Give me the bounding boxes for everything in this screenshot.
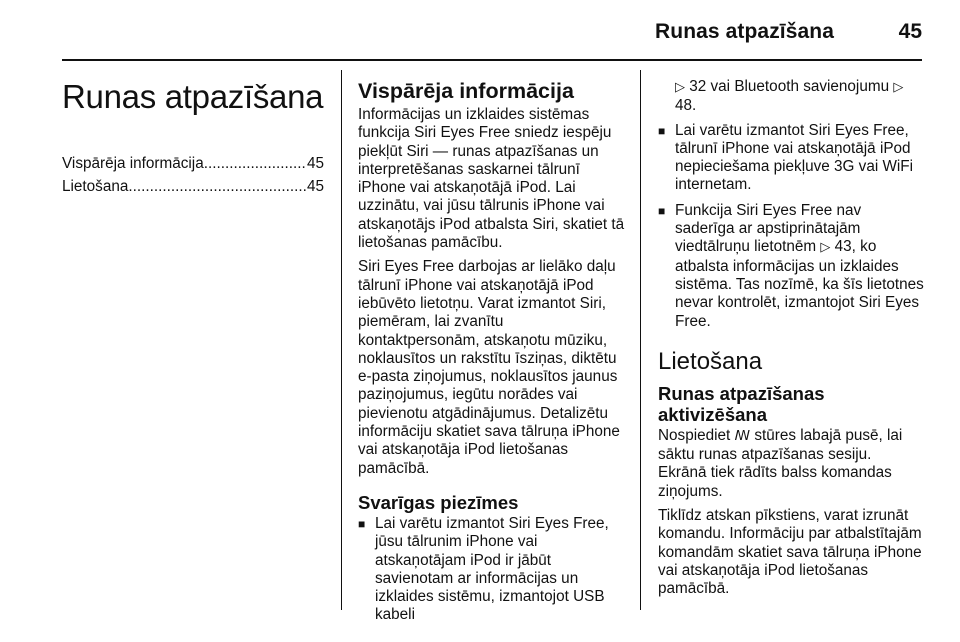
list-item [658, 122, 924, 195]
page-reference[interactable]: 32 [689, 78, 707, 95]
page-reference-arrow-icon: ▷ [893, 80, 904, 95]
voice-command-icon: ꟿ [734, 428, 751, 444]
paragraph: Siri Eyes Free darbojas ar lielāko daļu tālrunī iPhone vai atskaņotājā iPod iebūvēto lietotņu. Varat izmantot Siri, piemēram, lai zvanītu kontaktpersonām, atskaņotu mūziku, noklausītos un rakstītu īsziņas, diktētu e-pasta ziņojumus, noklausītos jaunus paziņojumus, iegūtu norādes vai pievienotu atgādinājumus. Detalizētu informāciju skatiet sava tālruņa iPhone vai atskaņotāja iPod lietošanas pamācībā. [358, 258, 620, 477]
notes-list-continued [658, 122, 924, 331]
toc-label: Lietošana [62, 178, 129, 195]
page-reference[interactable]: 48. [675, 97, 697, 115]
list-item-text: Lai varētu izmantot Siri Eyes Free, tālrunī iPhone vai atskaņotājā iPod nepieciešama piekļuve 3G vai WiFi internetam. [675, 121, 914, 194]
page-reference-arrow-icon: ▷ [820, 240, 831, 256]
toc-leader [204, 152, 307, 175]
toc-entry[interactable] [62, 175, 324, 198]
section-heading-notes: Svarīgas piezīmes [358, 491, 519, 513]
list-item [358, 515, 626, 625]
toc-page: 45 [306, 178, 324, 195]
column-divider-1 [341, 70, 342, 610]
list-item [658, 202, 924, 331]
subsection-heading-activation: Runas atpazīšanas aktivizēšana [658, 382, 825, 425]
toc-label: Vispārēja informācija [62, 155, 204, 172]
paragraph [658, 427, 924, 501]
toc-entry[interactable] [62, 152, 324, 175]
page-reference[interactable]: 43, ko [834, 238, 877, 256]
section-heading-usage: Lietošana [658, 347, 763, 375]
toc-page: 45 [306, 155, 324, 172]
list-item-continued [658, 78, 924, 116]
list-item-text: atbalsta informācijas un izklaides sistēma. Tas nozīmē, ka šīs lietotnes nevar kontrolēt, izmantojot Siri Eyes Free. [675, 257, 924, 330]
page-reference-arrow-icon: ▷ [675, 80, 685, 95]
paragraph: Tiklīdz atskan pīkstiens, varat izrunāt komandu. Informāciju par atbalstītajām komandām skatiet sava tālruņa iPhone vai atskaņotāja iPod lietošanas pamācībā. [658, 507, 922, 598]
section-heading-general: Vispārēja informācija [358, 79, 574, 103]
paragraph-text: Nospiediet [658, 426, 731, 444]
toc-leader [128, 175, 307, 198]
column-divider-2 [640, 70, 641, 610]
list-item-text: Lai varētu izmantot Siri Eyes Free, jūsu tālrunim iPhone vai atskaņotājam iPod ir jābūt savienotam ar informācijas un izklaides sistēmu, izmantojot USB kabeli [375, 514, 609, 624]
column-toc [62, 68, 324, 198]
page-number: 45 [898, 20, 922, 43]
notes-list [358, 515, 626, 625]
header-rule [62, 59, 922, 61]
column-usage [658, 68, 924, 605]
paragraph-text: stūres labajā pusē, lai sāktu runas atpazīšanas sesiju. Ekrānā tiek rādīts balss komandas ziņojums. [658, 426, 903, 500]
page-header [62, 0, 922, 60]
chapter-title: Runas atpazīšana [62, 78, 324, 115]
list-item-text: vai Bluetooth savienojumu [710, 78, 890, 95]
list-item-text: Funkcija Siri Eyes Free nav saderīga ar apstiprinātajām viedtālruņu lietotnēm [675, 201, 862, 256]
running-title: Runas atpazīšana [655, 20, 834, 43]
column-general [358, 68, 626, 632]
paragraph: Informācijas un izklaides sistēmas funkcija Siri Eyes Free sniedz iespēju piekļūt Siri — runas atpazīšanas un interpretēšanas saskarnei tālrunī iPhone vai atskaņotājā iPod. Lai uzzinātu, vai jūsu tālrunis iPhone vai atskaņotājs iPod atbalsta Siri, skatiet tā lietošanas pamācību. [358, 106, 625, 252]
